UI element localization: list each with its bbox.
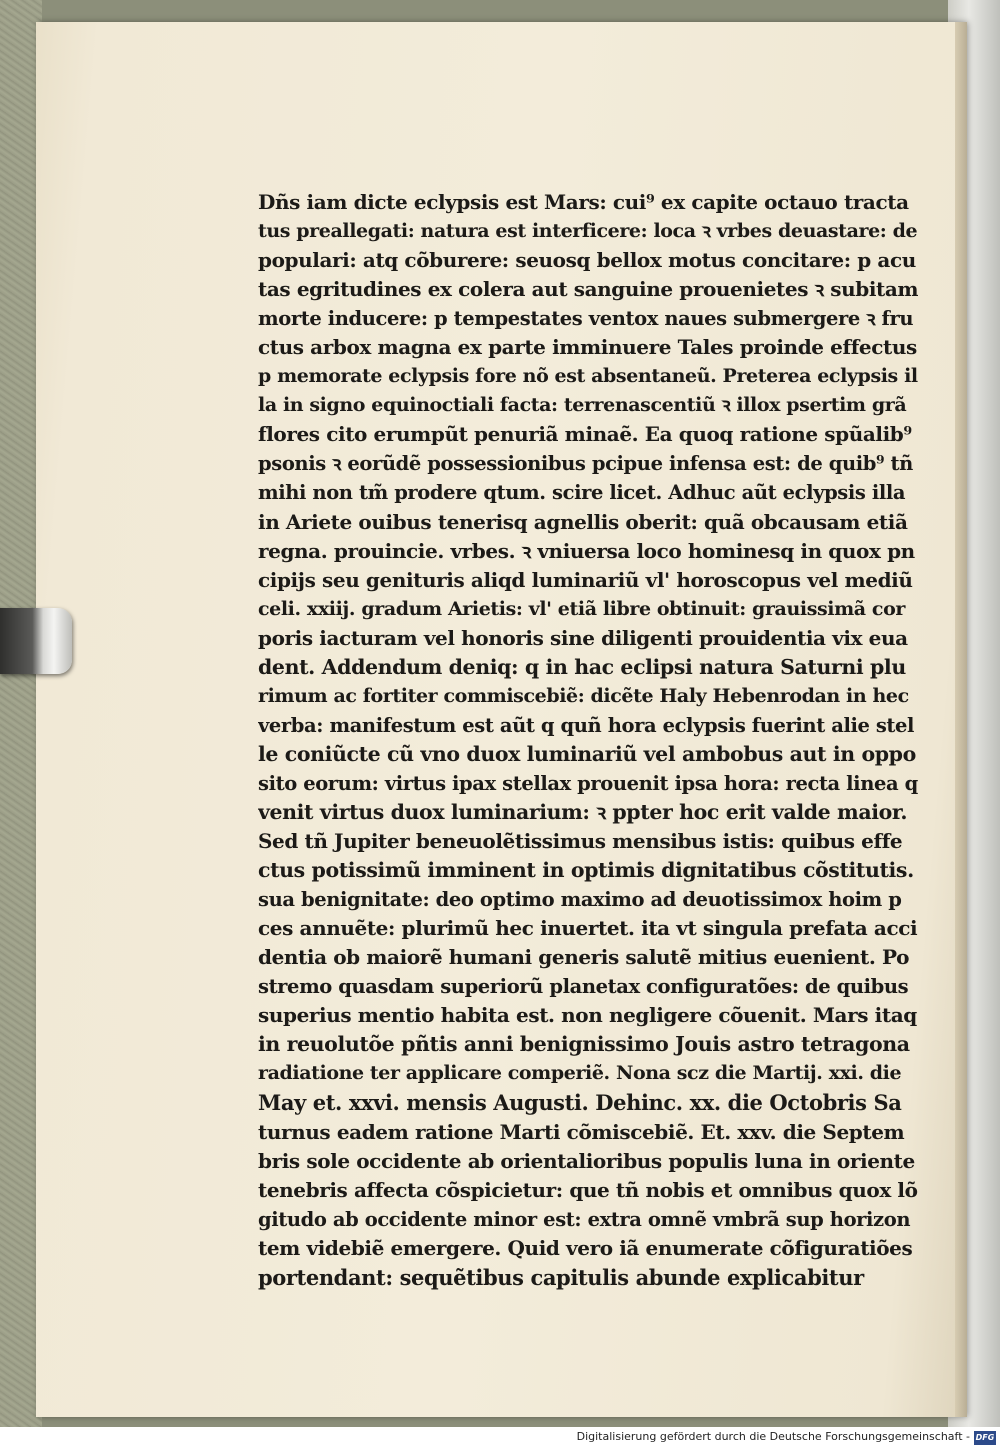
text-line: Dñs iam dicte eclypsis est Mars: cui⁹ ex capite octauo tracta [258,190,909,214]
text-line: sito eorum: virtus ipax stellax prouenit ipsa hora: recta linea q [258,771,918,795]
text-line: le coniũcte cũ vno duox luminariũ vel ambobus aut in oppo [258,741,916,766]
page-fold-shadow [955,22,967,1417]
text-line: gitudo ab occidente minor est: extra omnẽ vmbrã sup horizon [258,1207,911,1231]
text-line: tas egritudines ex colera aut sanguine prouenietes ꝛ subitam [258,277,918,302]
text-line: tenebris affecta cõspicietur: que tñ nobis et omnibus quox lõ [258,1177,918,1202]
dfg-logo: DFG [974,1431,996,1445]
text-line: ces annuẽte: plurimũ hec inuertet. ita vt singula prefata acci [258,916,918,941]
text-line: mihi non tm̃ prodere qtum. scire licet. Adhuc aũt eclypsis illa [258,481,906,505]
text-line: stremo quasdam superiorũ planetax configuratões: de quibus [258,975,909,999]
text-line: portendant: sequẽtibus capitulis abunde explicabitur [258,1264,864,1290]
text-line: tem videbiẽ emergere. Quid vero iã enumerate cõfiguratiões [258,1235,913,1260]
text-line: regna. prouincie. vrbes. ꝛ vniuersa loco hominesq in quox pn [258,538,915,563]
text-line: in reuolutõe pñtis anni benignissimo Jouis astro tetragona [258,1032,910,1057]
page-text [258,188,918,1292]
text-line: la in signo equinoctiali facta: terrenascentiũ ꝛ illox psertim grã [258,394,907,417]
text-line: ctus potissimũ imminent in optimis dignitatibus cõstitutis. [258,858,914,883]
text-line: sua benignitate: deo optimo maximo ad deuotissimox hoim p [258,888,902,912]
text-line: turnus eadem ratione Marti cõmiscebiẽ. Et. xxv. die Septem [258,1119,905,1144]
text-line: venit virtus duox luminarium: ꝛ ppter hoc erit valde maior. [258,799,908,824]
text-line: dentia ob maiorẽ humani generis salutẽ mitius euenient. Po [258,945,910,970]
text-line: bris sole occidente ab orientalioribus populis luna in oriente [258,1148,915,1173]
text-line: poris iacturam vel honoris sine diligenti prouidentia vix eua [258,625,908,650]
text-line: Sed tñ Jupiter beneuolẽtissimus mensibus istis: quibus effe [258,829,903,854]
text-line: morte inducere: p tempestates ventox naues submergere ꝛ fru [258,307,914,331]
text-line: tus preallegati: natura est interficere: loca ꝛ vrbes deuastare: de [258,220,918,243]
text-line: p memorate eclypsis fore nõ est absentaneũ. Preterea eclypsis il [258,365,918,388]
page-clip [0,608,72,674]
text-line: populari: atq cõburere: seuosq bellox motus concitare: p acu [258,248,916,273]
text-line: ctus arbox magna ex parte imminuere Tales proinde effectus [258,335,917,360]
text-line: superius mentio habita est. non negligere cõuenit. Mars itaq [258,1003,917,1028]
digitization-credit: Digitalisierung gefördert durch die Deutsche Forschungsgemeinschaft - [576,1430,970,1443]
text-line: rimum ac fortiter commiscebiẽ: dicẽte Haly Hebenrodan in hec [258,684,909,707]
text-line: dent. Addendum deniq: q in hac eclipsi natura Saturni plu [258,654,906,679]
text-line: radiatione ter applicare comperiẽ. Nona scz die Martij. xxi. die [258,1062,902,1085]
text-line: flores cito erumpũt penuriã minaẽ. Ea quoq ratione spũalib⁹ [258,422,912,447]
text-line: May et. xxvi. mensis Augusti. Dehinc. xx. die Octobris Sa [258,1090,902,1116]
text-line: celi. xxiij. gradum Arietis: vl' etiã libre obtinuit: grauissimã cor [258,597,905,620]
text-line: in Ariete ouibus tenerisq agnellis oberit: quã obcausam etiã [258,509,908,534]
text-line: psonis ꝛ eorũdẽ possessionibus pcipue infensa est: de quib⁹ tñ [258,452,913,476]
text-line: cipijs seu genituris aliqd luminariũ vl' horoscopus vel mediũ [258,567,913,592]
text-line: verba: manifestum est aũt q quñ hora eclypsis fuerint alie stel [258,713,915,737]
